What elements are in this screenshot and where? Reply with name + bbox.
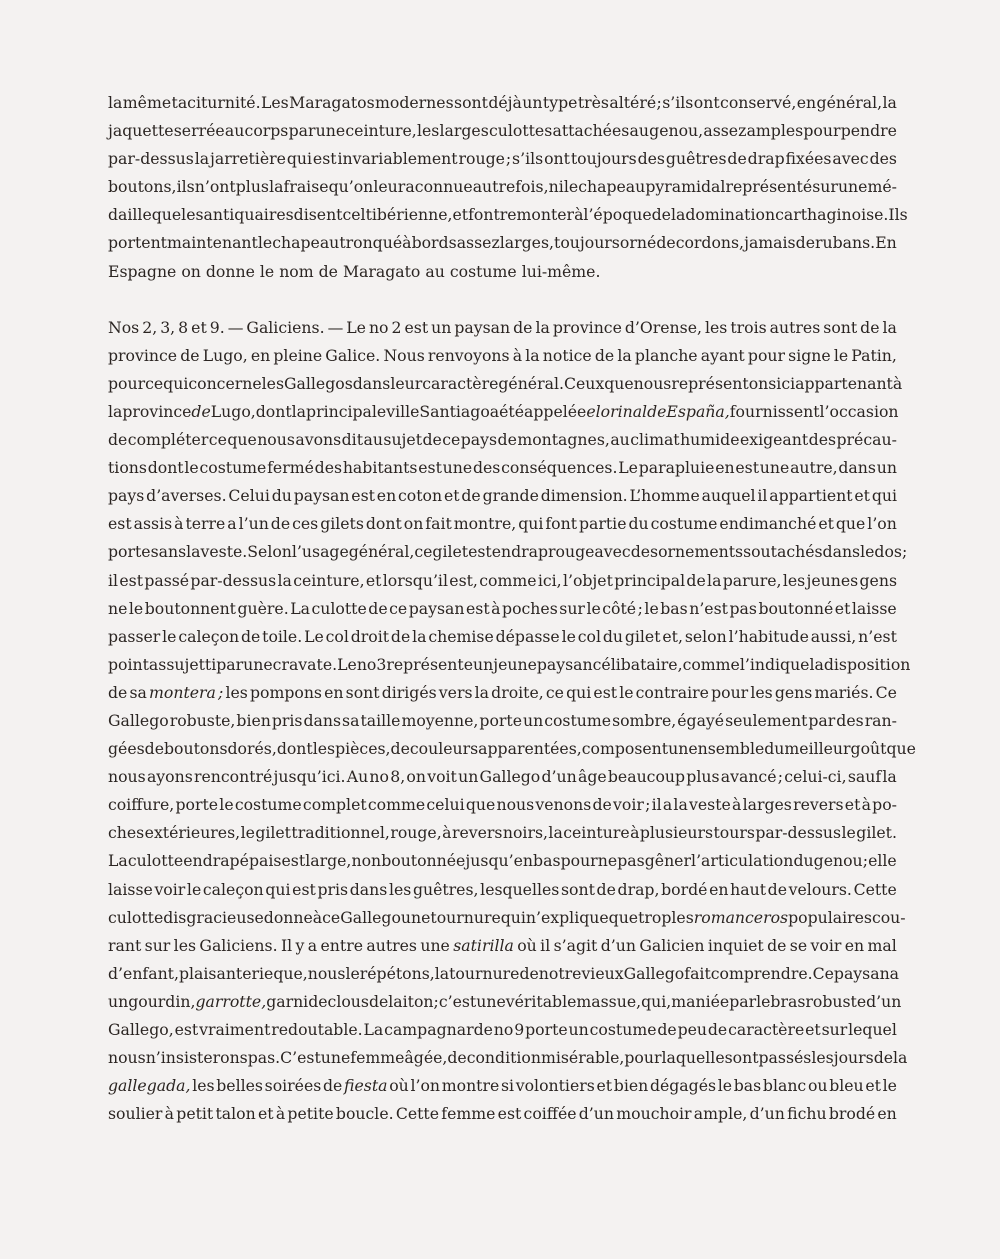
text-line: par-dessus la jarretière qui est invariablement rouge ; s’ils ont toujours des guêtres de drap fixées avec des — [108, 149, 897, 169]
text-line: Espagne on donne le nom de Maragato au costume lui-même. — [108, 261, 601, 281]
text-line: daille que les antiquaires disent celtibérienne, et font remonter à l’époque de la domination carthaginoise. Ils — [108, 205, 908, 225]
text-line: la province de Lugo, dont la principale ville Santiago a été appelée el orinal de España, fournissent l’occasion — [108, 401, 899, 421]
text-line: point assujetti par une cravate. Le no 3 représente un jeune paysan célibataire, comme l’indique la disposition — [108, 654, 911, 674]
text-line: nous ayons rencontré jusqu’ici. Au no 8, on voit un Gallego d’un âge beaucoup plus avancé ; celui-ci, sauf la — [108, 767, 897, 787]
text-line: gallegada, les belles soirées de fiesta où l’on montre si volontiers et bien dégagés le bas blanc ou bleu et le — [108, 1076, 897, 1096]
text-line: un gourdin, garrotte, garni de clous de laiton ; c’est une véritable massue, qui, maniée par le bras robuste d’un — [108, 991, 902, 1011]
text-line: boutons, ils n’ont plus la fraise qu’on leur a connue autrefois, ni le chapeau pyramidal représenté sur une mé- — [108, 177, 897, 197]
paragraph-gap — [108, 286, 897, 314]
text-line: est assis à terre a l’un de ces gilets dont on fait montre, qui font partie du costume endimanché et que l’on — [108, 514, 897, 534]
text-line: culotte disgracieuse donne à ce Gallego une tournure qui n’explique que trop les romanceros populaires cou- — [108, 907, 906, 927]
text-line: Gallego, est vraiment redoutable. La campagnarde no 9 porte un costume de peu de caractère et sur lequel — [108, 1020, 897, 1039]
paragraph-galiciens — [108, 314, 916, 1129]
text-line: nous n’insisterons pas. C’est une femme âgée, de condition misérable, pour laquelle sont passés les jours de la — [108, 1048, 908, 1068]
text-line: coiffure, porte le costume complet comme celui que nous venons de voir ; il a la veste à larges revers et à po- — [108, 795, 897, 815]
text-line: de sa montera ; les pompons en sont dirigés vers la droite, ce qui est le contraire pour les gens mariés. Ce — [108, 682, 897, 702]
text-line: de compléter ce que nous avons dit au sujet de ce pays de montagnes, au climat humide exigeant des précau- — [108, 430, 897, 450]
text-line: laisse voir le caleçon qui est pris dans les guêtres, lesquelles sont de drap, bordé en haut de velours. Cette — [108, 879, 897, 899]
text-line: porte sans la veste. Selon l’usage général, ce gilet est en drap rouge avec des ornements soutachés dans le dos ; — [108, 542, 908, 562]
text-line: ne le boutonnent guère. La culotte de ce paysan est à poches sur le côté ; le bas n’est pas boutonné et laisse — [108, 598, 897, 618]
text-line: La culotte en drap épais est large, non boutonnée jusqu’en bas pour ne pas gêner l’articulation du genou ; elle — [108, 851, 897, 871]
text-line: rant sur les Galiciens. Il y a entre autres une satirilla où il s’agit d’un Galicien inquiet de se voir en mal — [108, 935, 897, 955]
text-line: il est passé par-dessus la ceinture, et lorsqu’il est, comme ici, l’objet principal de la parure, les jeunes gens — [108, 570, 897, 590]
text-line: portent maintenant le chapeau tronqué à bords assez larges, toujours orné de cordons, jamais de rubans. En — [108, 233, 897, 253]
text-line: pays d’averses. Celui du paysan est en coton et de grande dimension. L’homme auquel il appartient et qui — [108, 486, 897, 506]
text-line: pour ce qui concerne les Gallegos dans leur caractère général. Ceux que nous représentons ici appartenant à — [108, 373, 903, 393]
text-line: jaquette serrée au corps par une ceinture, les larges culottes attachées au genou, assez amples pour pendre — [108, 121, 897, 141]
text-line: Nos 2, 3, 8 et 9. — Galiciens. — Le no 2 est un paysan de la province d’Orense, les trois autres sont de la — [108, 317, 897, 337]
text-line: ches extérieures, le gilet traditionnel, rouge, à revers noirs, la ceinture à plusieurs tours par-dessus le gilet. — [108, 823, 897, 843]
text-line: tions dont le costume fermé des habitants est une des conséquences. Le parapluie en est une autre, dans un — [108, 458, 897, 478]
text-line: passer le caleçon de toile. Le col droit de la chemise dépasse le col du gilet et, selon l’habitude aussi, n’est — [108, 626, 897, 646]
text-line: soulier à petit talon et à petite boucle. Cette femme est coiffée d’un mouchoir ample, d’un fichu brodé en — [108, 1104, 897, 1124]
text-line: gées de boutons dorés, dont les pièces, de couleurs apparentées, composent un ensemble du meilleur goût que — [108, 739, 916, 759]
text-line: la même taciturnité. Les Maragatos modernes sont déjà un type très altéré ; s’ils ont conservé, en général, la — [108, 93, 897, 112]
text-line: d’enfant, plaisanterie que, nous le répétons, la tournure de notre vieux Gallego fait comprendre. Ce paysan a — [108, 963, 900, 983]
text-line: Gallego robuste, bien pris dans sa taille moyenne, porte un costume sombre, égayé seulement par des ran- — [108, 710, 897, 730]
text-line: province de Lugo, en pleine Galice. Nous renvoyons à la notice de la planche ayant pour signe le Patin, — [108, 345, 897, 365]
paragraph-maragatos — [108, 89, 908, 286]
